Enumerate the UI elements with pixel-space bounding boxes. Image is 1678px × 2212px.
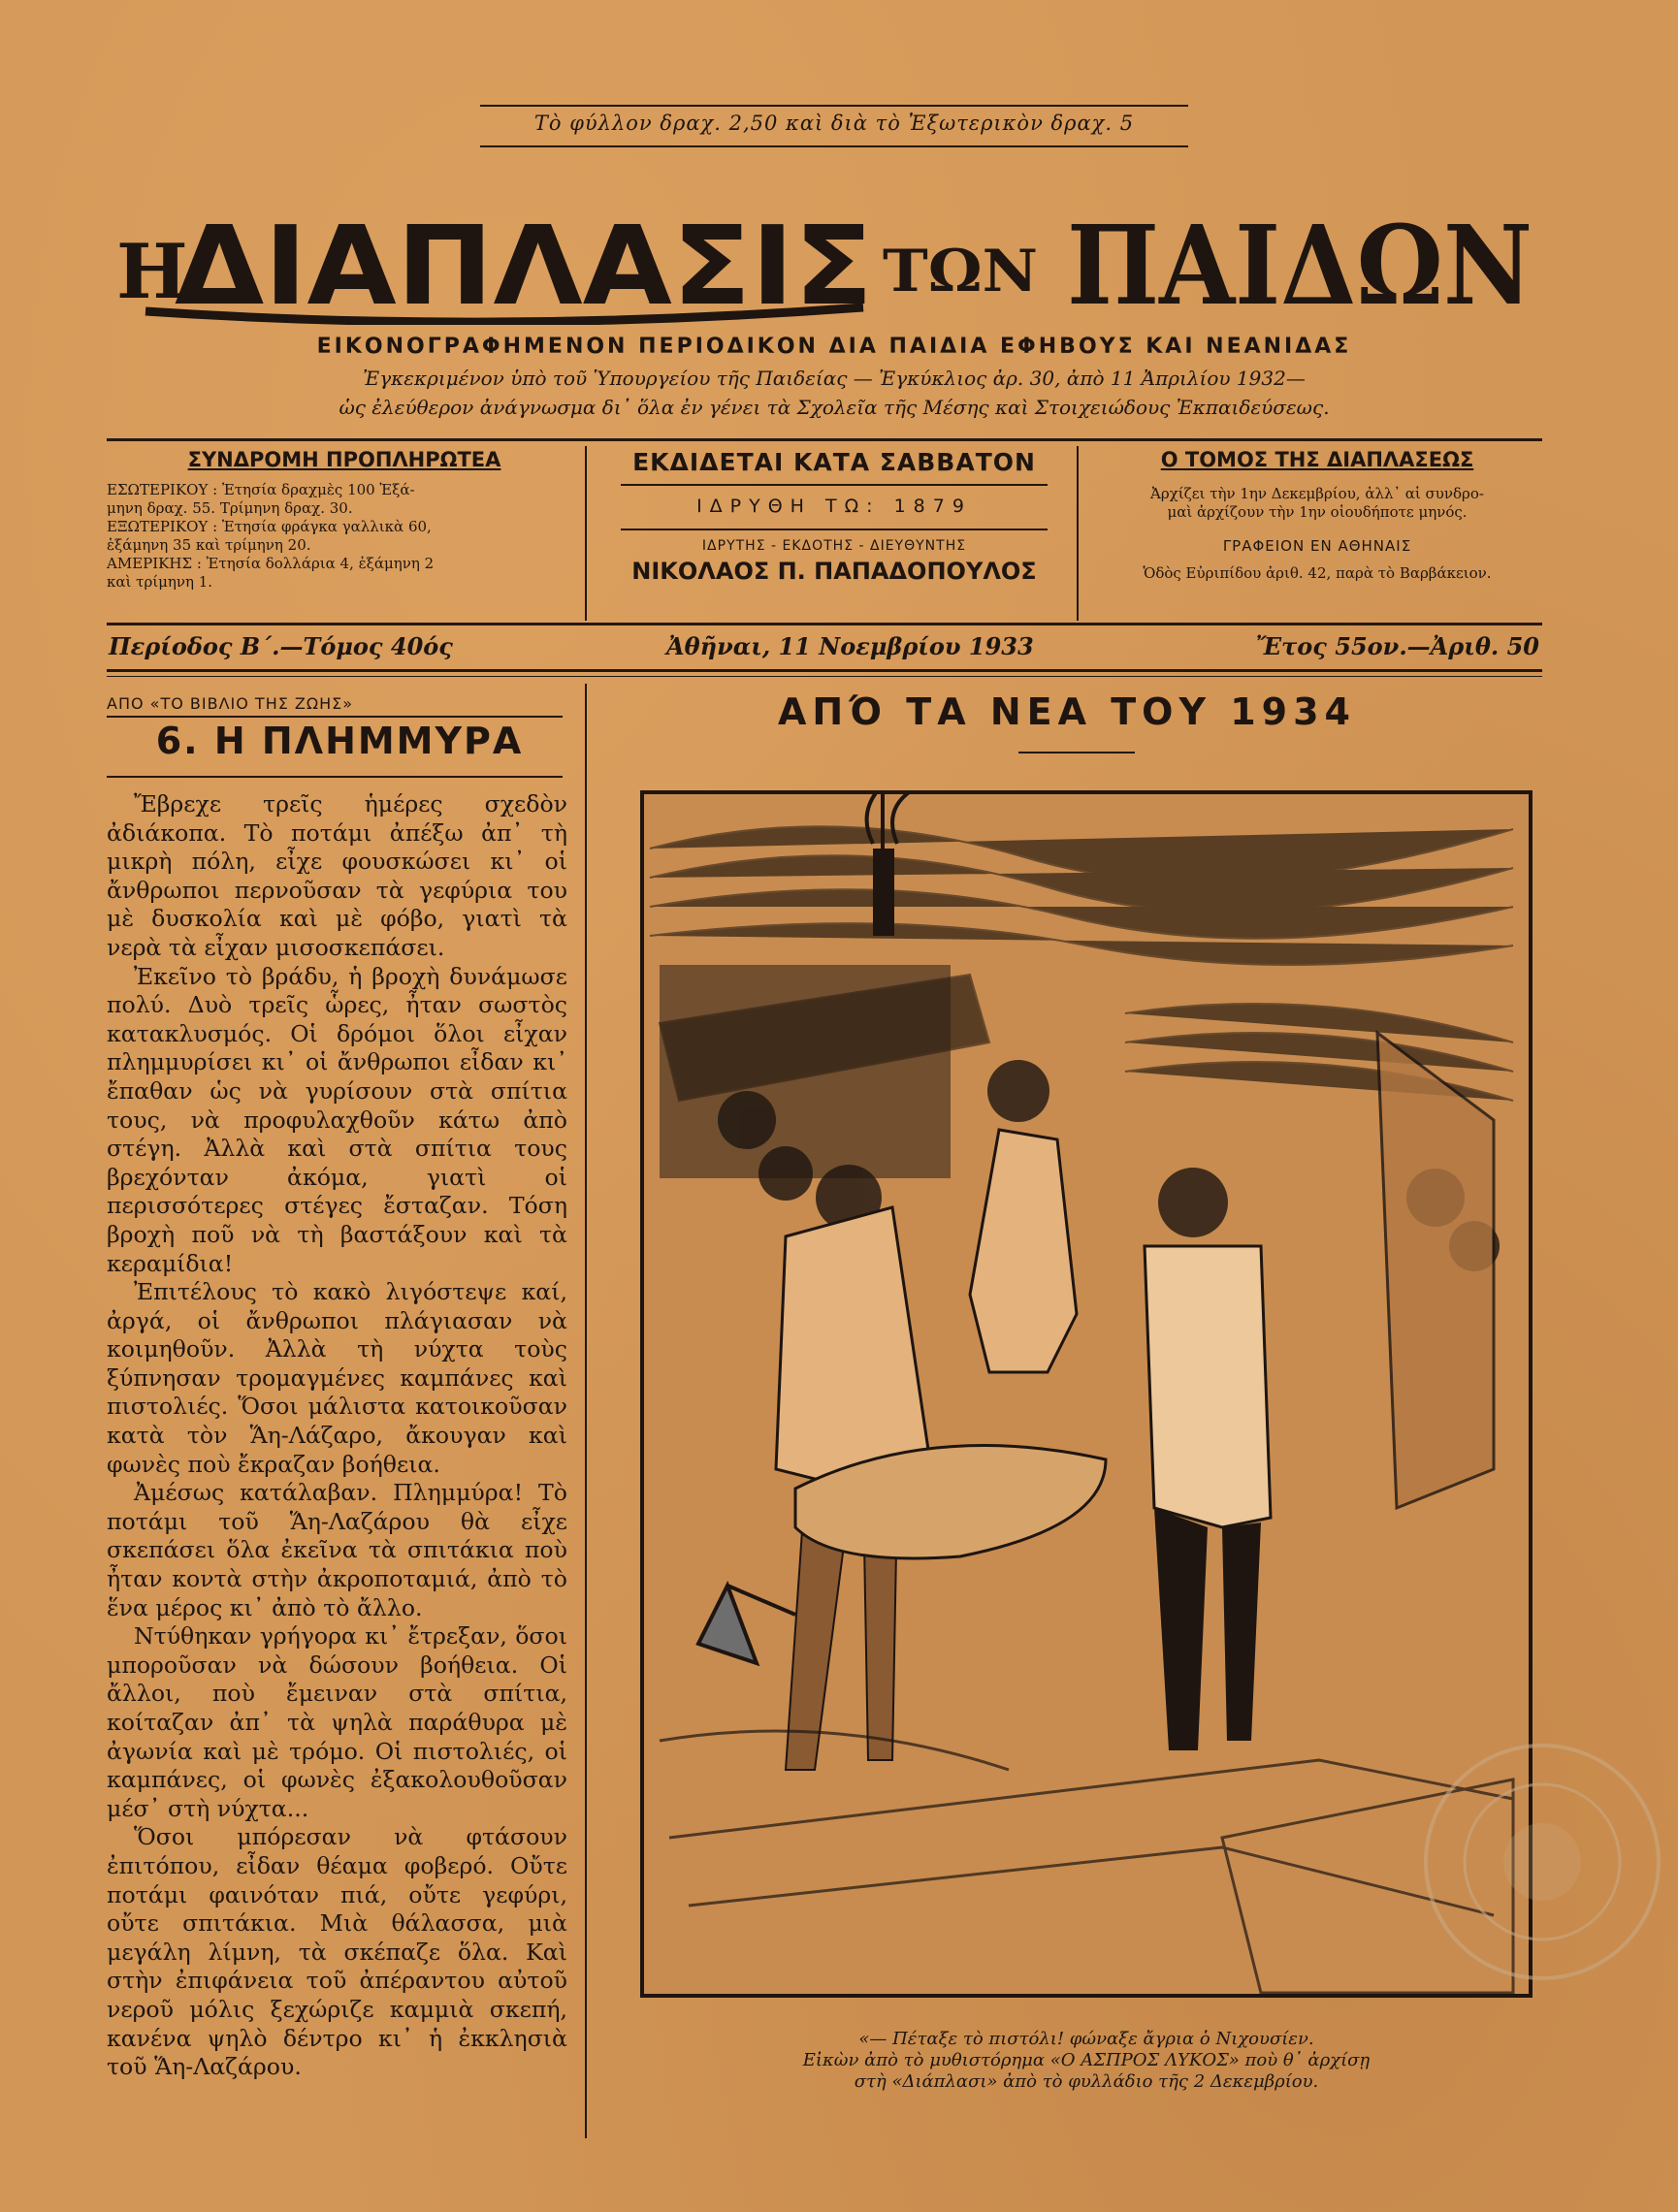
article-paragraph: Ἀμέσως κατάλαβαν. Πλημμύρα! Τὸ ποτάμι τοῦ Ἅη-Λαζάρου θὰ εἶχε σκεπάσει ὅλα ἐκεῖνα τὰ σπιτάκια ποὺ ἦταν κοντὰ στὴν ἀκροποταμιά, ἀπὸ τὸ ἕνα μέρος κι᾽ ἀπὸ τὸ ἄλλο. (107, 1479, 567, 1621)
masthead-word2: ΤΩΝ (883, 238, 1038, 305)
issue-rule-top (107, 623, 1542, 625)
founded-line: ΙΔΡΥΘΗ ΤΩ: 1879 (696, 496, 972, 517)
caption-line-2: Εἰκὼν ἀπὸ τὸ μυθιστόρημα «Ο ΑΣΠΡΟΣ ΛΥΚΟΣ» ποὺ θ᾽ ἀρχίσῃ (802, 2050, 1371, 2070)
masthead-article: Η (116, 228, 188, 316)
masthead (107, 189, 1542, 325)
publication-heading: ΕΚΔΙΔΕΤΑΙ ΚΑΤΑ ΣΑΒΒΑΤΟΝ (632, 448, 1036, 476)
article-kicker: ΑΠΟ «ΤΟ ΒΙΒΛΙΟ ΤΗΣ ΖΩΗΣ» (107, 694, 354, 713)
caption-line-1: «— Πέταξε τὸ πιστόλι! φώναξε ἄγρια ὁ Νιχουσίεν. (858, 2029, 1314, 2049)
info-divider-right (1077, 446, 1079, 621)
article-paragraph: Ἔβρεχε τρεῖς ἡμέρες σχεδὸν ἀδιάκοπα. Τὸ ποτάμι ἀπέξω ἀπ᾽ τὴ μικρὴ πόλη, εἶχε φουσκώσει κι᾽ οἱ ἄνθρωποι περνοῦσαν τὰ γεφύρια του μὲ δυσκολία καὶ μὲ φόβο, γιατὶ τὰ νερὰ τὰ εἶχαν μισοσκεπάσει. (107, 790, 567, 961)
article-title: 6. Η ΠΛΗΜΜΥΡΑ (155, 720, 524, 762)
price-line: Τὸ φύλλον δραχ. 2,50 καὶ διὰ τὸ Ἐξωτερικὸν δραχ. 5 (533, 112, 1135, 135)
office-address: Ὁδὸς Εὐριπίδου ἀριθ. 42, παρὰ τὸ Βαρβάκειον. (1143, 564, 1492, 582)
roles-line: ΙΔΡΥΤΗΣ - ΕΚΔΟΤΗΣ - ΔΙΕΥΘΥΝΤΗΣ (701, 538, 967, 554)
subtitle: ΕΙΚΟΝΟΓΡΑΦΗΜΕΝΟΝ ΠΕΡΙΟΔΙΚΟΝ ΔΙΑ ΠΑΙΔΙΑ ΕΦΗΒΟΥΣ ΚΑΙ ΝΕΑΝΙΔΑΣ (316, 335, 1352, 359)
volume-line-2: μαὶ ἀρχίζουν τὴν 1ην οἱουδήποτε μηνός. (1167, 503, 1468, 521)
illustration-drawing (640, 790, 1533, 1998)
article-paragraph: Ντύθηκαν γρήγορα κι᾽ ἔτρεξαν, ὅσοι μποροῦσαν νὰ δώσουν βοήθεια. Οἱ ἄλλοι, ποὺ ἔμειναν στὰ σπίτια, κοίταζαν ἀπ᾽ τὰ ψηλὰ παράθυρα μὲ ἀγωνία καὶ μὲ τρόμο. Οἱ πιστολιές, οἱ καμπάνες, οἱ φωνὲς ἐξακολουθοῦσαν μέσ᾽ στὴ νύχτα... (107, 1622, 567, 1822)
title-rule (107, 776, 563, 778)
issue-bar (109, 632, 1539, 667)
volume-box (1084, 448, 1550, 583)
issue-rule-bottom-1 (107, 669, 1542, 672)
caption-line-3: στὴ «Διάπλασι» ἀπὸ τὸ φυλλάδιο τῆς 2 Δεκεμβρίου. (854, 2071, 1319, 2092)
column-divider (585, 684, 587, 2138)
feature-title-rule (1018, 752, 1135, 753)
illustration-caption (621, 2029, 1552, 2093)
issue-number: Ἔτος 55ον.—Ἀριθ. 50 (1255, 632, 1539, 660)
info-rule-top (107, 438, 1542, 441)
subscription-line-5: ΑΜΕΡΙΚΗΣ : Ἐτησία δολλάρια 4, ἑξάμηνη 2 (107, 555, 435, 572)
subscription-line-1: ΕΣΩΤΕΡΙΚΟΥ : Ἐτησία δραχμὲς 100 Ἑξά- (107, 481, 415, 498)
article-paragraph: Ἐπιτέλους τὸ κακὸ λιγόστεψε καί, ἀργά, οἱ ἄνθρωποι πλάγιασαν νὰ κοιμηθοῦν. Ἀλλὰ τὴ νύχτα τοὺς ξύπνησαν τρομαγμένες καμπάνες καὶ πιστολιές. Ὅσοι μάλιστα κατοικοῦσαν κατὰ τὸν Ἅη-Λάζαρο, ἄκουγαν καὶ φωνὲς ποὺ ἔκραζαν βοήθεια. (107, 1278, 567, 1478)
feature-title: ΑΠΌ ΤΑ ΝΕΑ ΤΟΥ 1934 (778, 690, 1356, 733)
issue-date: Ἀθῆναι, 11 Νοεμβρίου 1933 (666, 632, 1034, 660)
publisher-name: ΝΙΚΟΛΑΟΣ Π. ΠΑΠΑΔΟΠΟΥΛΟΣ (631, 558, 1037, 585)
volume-line-1: Ἀρχίζει τὴν 1ην Δεκεμβρίου, ἀλλ᾽ αἱ συνδρο- (1150, 485, 1484, 502)
publication-rule-1 (621, 484, 1048, 486)
article-body (107, 790, 567, 2082)
subscription-box (107, 448, 582, 592)
period-volume: Περίοδος Β΄.—Τόμος 40ός (109, 632, 453, 660)
approval-line-1: Ἐγκεκριμένον ὑπὸ τοῦ Ὑπουργείου τῆς Παιδείας — Ἐγκύκλιος ἀρ. 30, ἀπὸ 11 Ἀπριλίου 1932— (363, 367, 1306, 390)
illustration (640, 790, 1533, 1998)
info-divider-left (585, 446, 587, 621)
library-stamp (1416, 1736, 1668, 1988)
price-rule-bottom (480, 145, 1188, 147)
publication-box (601, 448, 1067, 585)
stamp-icon (1416, 1736, 1668, 1988)
masthead-graphic (107, 189, 1542, 325)
price-rule-top (480, 105, 1188, 107)
issue-rule-bottom-2 (107, 676, 1542, 677)
article-paragraph: Ὅσοι μπόρεσαν νὰ φτάσουν ἐπιτόπου, εἶδαν θέαμα φοβερό. Οὔτε ποτάμι φαινόταν πιά, οὔτε γεφύρι, οὔτε σπιτάκια. Μιὰ θάλασσα, μιὰ μεγάλη λίμνη, τὰ σκέπαζε ὅλα. Καὶ στὴν ἐπιφάνεια τοῦ ἀπέραντου αὐτοῦ νεροῦ μόλις ξεχώριζε καμμιὰ σκεπή, κανένα ψηλὸ δέντρο κι᾽ ἡ ἐκκλησιὰ τοῦ Ἅη-Λαζάρου. (107, 1823, 567, 2081)
approval-line-2: ὡς ἐλεύθερον ἀνάγνωσμα δι᾽ ὅλα ἐν γένει τὰ Σχολεῖα τῆς Μέσης καὶ Στοιχειώδους Ἐκπαιδεύσεως. (339, 396, 1330, 419)
masthead-word3: ΠΑΙΔΩΝ (1067, 203, 1533, 325)
subscription-line-2: μηνη δραχ. 55. Τρίμηνη δραχ. 30. (107, 499, 353, 517)
masthead-word1: ΔΙΑΠΛΑΣΙΣ (175, 204, 873, 325)
publication-rule-2 (621, 529, 1048, 530)
article-paragraph: Ἐκεῖνο τὸ βράδυ, ἡ βροχὴ δυνάμωσε πολύ. Δυὸ τρεῖς ὧρες, ἦταν σωστὸς κατακλυσμός. Οἱ δρόμοι ὅλοι εἶχαν πλημμυρίσει κι᾽ οἱ ἄνθρωποι εἶδαν κι᾽ ἔπαθαν ὡς νὰ γυρίσουν στὰ σπίτια τους, νὰ προφυλαχθοῦν κάτω ἀπὸ στέγη. Ἀλλὰ καὶ στὰ σπίτια τους βρεχόνταν ἀκόμα, γιατὶ οἱ περισσότερες στέγες ἔσταζαν. Τόση βροχὴ ποῦ νὰ τὴ βαστάξουν καὶ τὰ κεραμίδια! (107, 962, 567, 1277)
volume-heading: Ο ΤΟΜΟΣ ΤΗΣ ΔΙΑΠΛΑΣΕΩΣ (1160, 448, 1474, 471)
subscription-heading: ΣΥΝΔΡΟΜΗ ΠΡΟΠΛΗΡΩΤΕΑ (187, 448, 501, 471)
subscription-line-3: ΕΞΩΤΕΡΙΚΟΥ : Ἐτησία φράγκα γαλλικὰ 60, (107, 518, 432, 535)
subscription-line-6: καὶ τρίμηνη 1. (107, 573, 213, 591)
kicker-rule (107, 716, 563, 718)
office-heading: ΓΡΑΦΕΙΟΝ ΕΝ ΑΘΗΝΑΙΣ (1222, 537, 1412, 555)
subscription-line-4: ἑξάμηνη 35 καὶ τρίμηνη 20. (107, 536, 311, 554)
